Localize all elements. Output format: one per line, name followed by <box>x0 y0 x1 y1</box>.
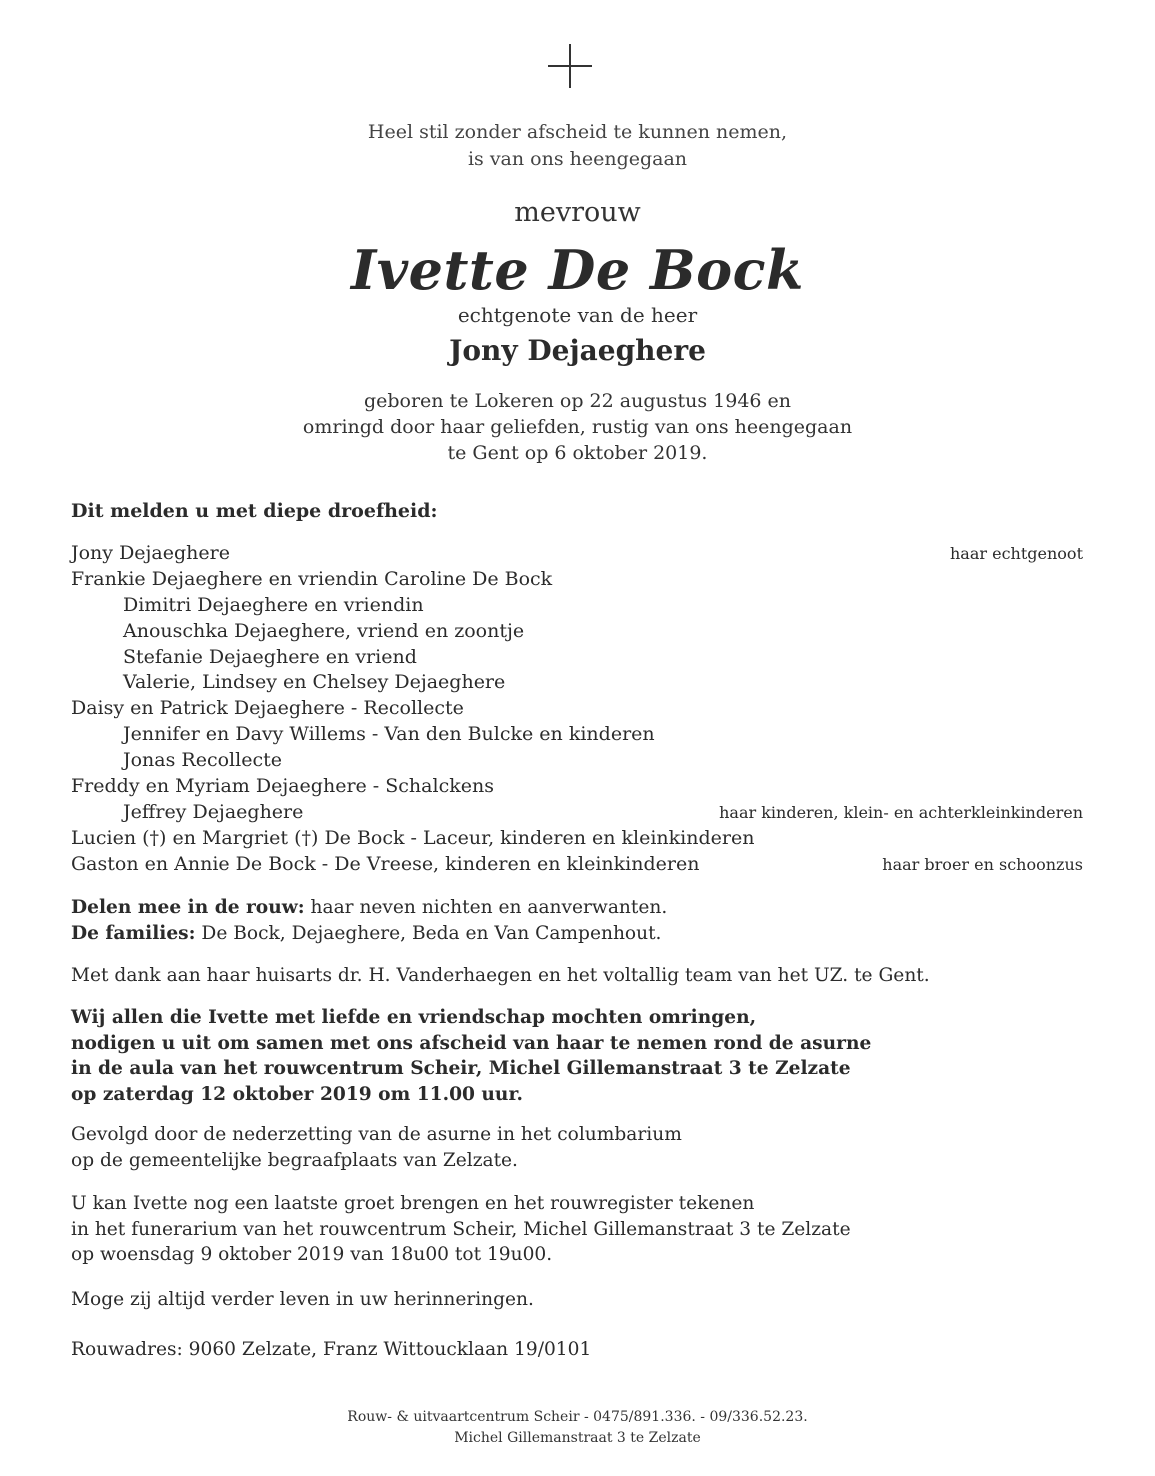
deceased-name: Ivette De Bock <box>351 238 804 302</box>
family-row <box>71 826 1083 852</box>
family-name: Freddy en Myriam Dejaeghere - Schalckens <box>71 775 494 798</box>
spouse-intro: echtgenote van de heer <box>457 303 698 327</box>
family-name: Stefanie Dejaeghere en vriend <box>123 645 417 668</box>
visit-line: in het funerarium van het rouwcentrum Scheir, Michel Gillemanstraat 3 te Zelzate <box>71 1218 851 1240</box>
family-row <box>71 593 1083 619</box>
family-name: Jeffrey Dejaeghere <box>123 800 304 823</box>
family-row <box>71 541 1083 567</box>
intro-text <box>0 119 1155 173</box>
family-name: Jonas Recollecte <box>123 749 282 772</box>
birth-line: geboren te Lokeren op 22 augustus 1946 en <box>363 390 792 412</box>
visit-line: op woensdag 9 oktober 2019 van 18u00 tot 19u00. <box>71 1244 553 1265</box>
families-line <box>71 921 1083 947</box>
family-relation: haar kinderen, klein- en achterkleinkinderen <box>719 802 1083 822</box>
family-row <box>71 670 1083 696</box>
family-name: Lucien (†) en Margriet (†) De Bock - Laceur, kinderen en kleinkinderen <box>71 826 755 849</box>
cross-icon <box>548 44 592 88</box>
thanks-text: Met dank aan haar huisarts dr. H. Vanderhaegen en het voltallig team van het UZ. te Gent. <box>71 965 930 986</box>
invitation-line: nodigen u uit om samen met ons afscheid van haar te nemen rond de asurne <box>71 1032 872 1054</box>
salutation: mevrouw <box>514 197 641 228</box>
footer-line: Michel Gillemanstraat 3 te Zelzate <box>454 1430 701 1446</box>
memory-text: Moge zij altijd verder leven in uw herinneringen. <box>71 1289 534 1310</box>
family-row <box>71 567 1083 593</box>
invitation-line: op zaterdag 12 oktober 2019 om 11.00 uur. <box>71 1083 524 1105</box>
family-name: Dimitri Dejaeghere en vriendin <box>123 593 424 616</box>
memory-section <box>71 1287 1083 1313</box>
family-name: Anouschka Dejaeghere, vriend en zoontje <box>123 619 525 642</box>
funeral-home-footer <box>0 1407 1155 1449</box>
families-text: De Bock, Dejaeghere, Beda en Van Campenhout. <box>195 922 662 944</box>
visit-section <box>71 1191 1083 1268</box>
family-relation: haar echtgenoot <box>950 544 1083 563</box>
family-row <box>71 722 1083 748</box>
family-row <box>71 619 1083 645</box>
mourning-section <box>71 895 1083 946</box>
columbarium-line: Gevolgd door de nederzetting van de asurne in het columbarium <box>71 1124 682 1145</box>
spouse-name: Jony Dejaeghere <box>449 334 706 367</box>
columbarium-line: op de gemeentelijke begraafplaats van Zelzate. <box>71 1149 518 1171</box>
birth-details <box>0 388 1155 466</box>
family-row <box>71 696 1083 722</box>
invitation-line: in de aula van het rouwcentrum Scheir, Michel Gillemanstraat 3 te Zelzate <box>71 1058 851 1079</box>
invitation-line: Wij allen die Ivette met liefde en vriendschap mochten omringen, <box>71 1007 757 1028</box>
family-list <box>71 541 1083 878</box>
mourning-line <box>71 895 1083 921</box>
intro-line: is van ons heengegaan <box>467 148 688 170</box>
family-row <box>71 748 1083 774</box>
announcement: Dit melden u met diepe droefheid: <box>71 500 438 522</box>
families-label: De families: <box>71 922 196 944</box>
family-row <box>71 645 1083 671</box>
family-name: Jony Dejaeghere <box>71 542 230 564</box>
family-relation: haar broer en schoonzus <box>882 854 1083 874</box>
family-name: Gaston en Annie De Bock - De Vreese, kinderen en kleinkinderen <box>71 852 700 875</box>
columbarium-section <box>71 1122 1083 1173</box>
mourning-address: Rouwadres: 9060 Zelzate, Franz Wittoucklaan 19/0101 <box>71 1339 592 1360</box>
family-row <box>71 852 1083 878</box>
footer-line: Rouw- & uitvaartcentrum Scheir - 0475/891.336. - 09/336.52.23. <box>347 1409 808 1425</box>
address-section <box>71 1337 1083 1363</box>
family-name: Jennifer en Davy Willems - Van den Bulcke en kinderen <box>123 723 655 746</box>
family-row <box>71 774 1083 800</box>
birth-line: te Gent op 6 oktober 2019. <box>447 442 708 464</box>
family-row <box>71 800 1083 826</box>
birth-line: omringd door haar geliefden, rustig van ons heengegaan <box>302 416 853 438</box>
family-name: Frankie Dejaeghere en vriendin Caroline De Bock <box>71 567 553 590</box>
intro-line: Heel stil zonder afscheid te kunnen nemen, <box>367 121 788 143</box>
invitation-section <box>71 1005 1083 1107</box>
mourning-text: haar neven nichten en aanverwanten. <box>304 897 668 918</box>
thanks-section <box>71 963 1083 989</box>
family-name: Daisy en Patrick Dejaeghere - Recollecte <box>71 697 464 720</box>
family-name: Valerie, Lindsey en Chelsey Dejaeghere <box>123 671 506 694</box>
mourning-label: Delen mee in de rouw: <box>71 897 305 918</box>
visit-line: U kan Ivette nog een laatste groet brengen en het rouwregister tekenen <box>71 1193 755 1214</box>
